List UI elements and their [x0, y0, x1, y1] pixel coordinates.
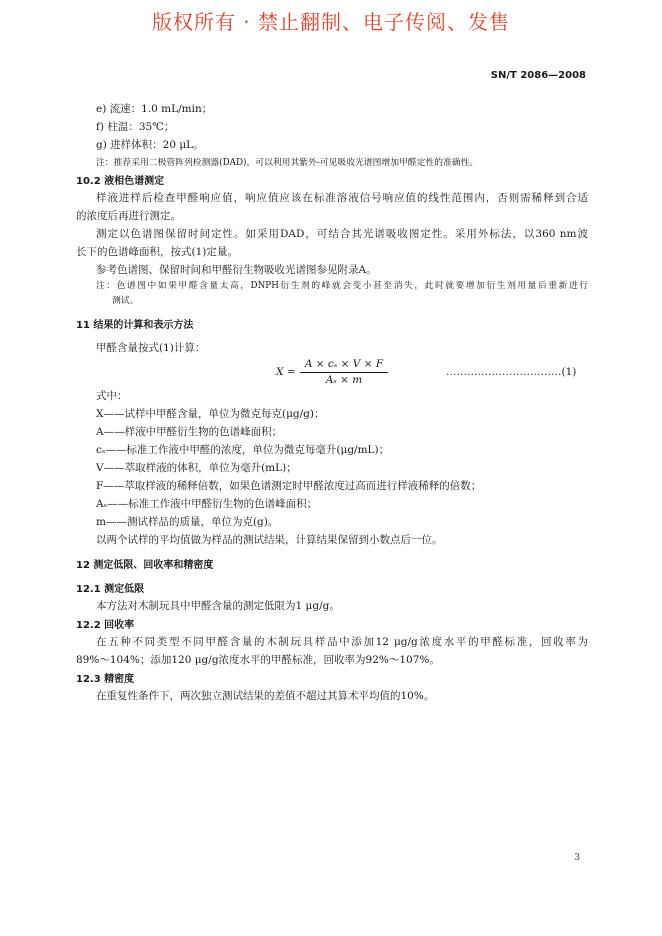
page-number: 3 [574, 853, 580, 863]
section-12-3-heading: 12.3 精密度 [76, 674, 135, 685]
formula-intro: 甲醛含量按式(1)计算： [96, 342, 206, 354]
var-cs: cₛ——标准工作液中甲醛的浓度，单位为微克每毫升(μg/mL)； [96, 444, 390, 456]
section-12-2-heading: 12.2 回收率 [76, 620, 135, 631]
section-11-heading: 11 结果的计算和表示方法 [76, 320, 194, 331]
condition-note: 注：推荐采用二极管阵列检测器(DAD)，可以利用其紫外-可见吸收光谱图增加甲醛定性的准确性。 [96, 158, 479, 168]
section-12-2-line1: 在五种不同类型不同甲醛含量的木制玩具样品中添加12 μg/g浓度水平的甲醛标准，回收率为 [96, 636, 588, 648]
formula-denominator: Aₛ × m [325, 374, 363, 386]
var-a: A——样液中甲醛衍生物的色谱峰面积； [96, 426, 283, 438]
var-v: V——萃取样液的体积，单位为毫升(mL)； [96, 462, 297, 474]
var-as: Aₛ——标准工作液中甲醛衍生物的色谱峰面积； [96, 498, 318, 510]
section-10-2-note-line1: 注：色谱图中如果甲醛含量太高，DNPH衍生剂的峰就会变小甚至消失，此时就要增加衍生剂用量后重新进行 [96, 281, 588, 291]
section-10-2-p2-line1: 测定以色谱图保留时间定性。如采用DAD，可结合其光谱吸收图定性。采用外标法，以360 nm波 [96, 228, 588, 240]
standard-number: SN/T 2086—2008 [490, 70, 586, 81]
condition-e: e) 流速：1.0 mL/min； [96, 103, 213, 115]
condition-g: g) 进样体积：20 μL。 [96, 139, 204, 151]
section-10-2-p2-line2: 长下的色谱峰面积，按式(1)定量。 [76, 246, 238, 258]
section-12-1-text: 本方法对木制玩具中甲醛含量的测定低限为1 μg/g。 [96, 600, 340, 612]
where-label: 式中： [96, 390, 128, 402]
formula-number: ……………………………(1) [446, 366, 577, 378]
formula-fraction [300, 358, 388, 386]
section-10-2-p1-line2: 的浓度后再进行测定。 [76, 210, 181, 222]
section-12-1-heading: 12.1 测定低限 [76, 584, 145, 595]
var-m: m——测试样品的质量，单位为克(g)。 [96, 516, 279, 528]
section-12-3-text: 在重复性条件下，两次独立测试结果的差值不超过其算术平均值的10%。 [96, 690, 435, 702]
condition-f: f) 柱温：35℃； [96, 121, 175, 133]
var-x: X——试样中甲醛含量，单位为微克每克(μg/g)； [96, 408, 325, 420]
section-10-2-p3: 参考色谱图、保留时间和甲醛衍生物吸收光谱图参见附录A。 [96, 264, 377, 276]
section-10-2-heading: 10.2 液相色谱测定 [76, 176, 165, 187]
formula-lhs: X = [276, 366, 296, 378]
section-10-2-p1-line1: 样液进样后检查甲醛响应值，响应值应该在标准溶液信号响应值的线性范围内，否则需稀释到合适 [96, 192, 588, 204]
section-12-heading: 12 测定低限、回收率和精密度 [76, 560, 214, 571]
section-12-2-line2: 89%～104%；添加120 μg/g浓度水平的甲醛标准，回收率为92%～107%。 [76, 654, 440, 666]
var-f: F——萃取样液的稀释倍数，如果色谱测定时甲醛浓度过高而进行样液稀释的倍数； [96, 480, 482, 492]
formula-numerator: A × cₛ × V × F [300, 358, 388, 373]
result-statement: 以两个试样的平均值做为样品的测试结果，计算结果保留到小数点后一位。 [96, 534, 443, 546]
watermark: 版权所有 · 禁止翻制、电子传阅、发售 [151, 10, 511, 34]
section-10-2-note-line2: 测试。 [112, 296, 139, 306]
